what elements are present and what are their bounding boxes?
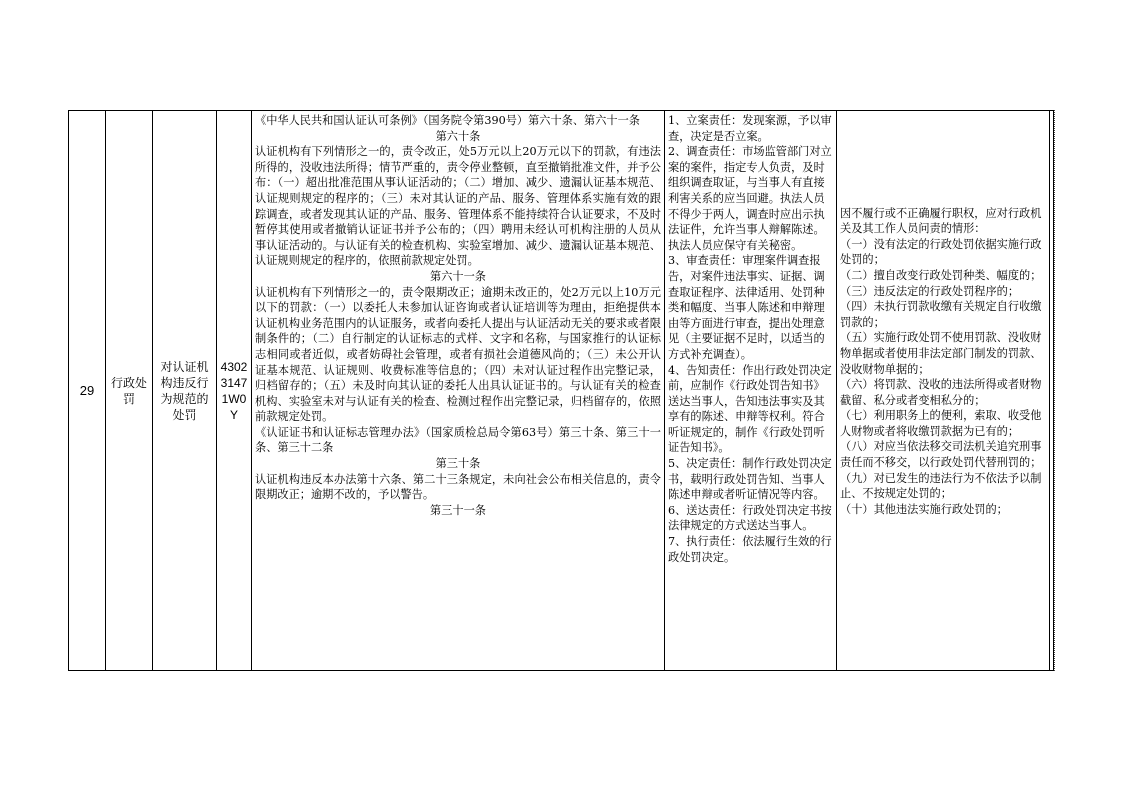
article-heading: 第三十一条 [430, 503, 486, 517]
accountability-item: （十）其他违法实施行政处罚的； [840, 502, 1008, 516]
accountability-item: （七）利用职务上的便利，索取、收受他人财物或者将收缴罚款据为已有的； [840, 409, 1042, 438]
responsibility-step: 2、调查责任：市场监管部门对立案的案件，指定专人负责，及时组织调查取证，与当事人有直接利害关系的应当回避。执法人员不得少于两人，调查时应出示执法证件，允许当事人辩解陈述。执法人员应保守有关秘密。 [668, 145, 832, 252]
basis-paragraph: 认证机构有下列情形之一的，责令限期改正；逾期未改正的，处2万元以上10万元以下的罚款：（一）以委托人未参加认证咨询或者认证培训等为理由，拒绝提供本认证机构业务范围内的认证服务，或者向委托人提出与认证活动无关的要求或者限制条件的；（二）自行制定的认证标志的式样、文字和名称，与国家推行的认证标志相同或者近似，或者妨碍社会管理，或者有损社会道德风尚的；（三）未公开认证基本规范、认证规则、收费标准等信息的；（四）未对认证过程作出完整记录，归档留存的；（五）未及时向其认证的委托人出具认证证书的。与认证有关的检查机构、实验室未对与认证有关的检查、检测过程作出完整记录，归档留存的，依照前款规定处罚。 [255, 285, 661, 424]
accountability-item: （四）未执行罚款收缴有关规定自行收缴罚款的； [840, 300, 1042, 329]
accountability-item: （五）实施行政处罚不使用罚款、没收财物单据或者使用非法定部门制发的罚款、没收财物单据的； [840, 331, 1042, 376]
accountability-item: （三）违反法定的行政处罚程序的； [840, 284, 1020, 298]
power-list-table [68, 110, 1054, 671]
article-heading: 第六十条 [435, 129, 481, 143]
page-edge-dotted-line [1054, 110, 1055, 671]
basis-paragraph: 认证机构违反本办法第十六条、第二十三条规定，未向社会公布相关信息的，责令限期改正；逾期不改的，予以警告。 [255, 472, 661, 502]
responsibility-step: 7、执行责任：依法履行生效的行政处罚决定。 [668, 535, 832, 564]
responsibility-step: 1、立案责任：发现案源，予以审查，决定是否立案。 [668, 114, 832, 143]
row-number-cell [69, 111, 106, 670]
accountability-item: （二）擅自改变行政处罚种类、幅度的； [840, 268, 1042, 282]
responsibility-step: 3、审查责任：审理案件调查报告，对案件违法事实、证据、调查取证程序、法律适用、处罚种类和幅度、当事人陈述和申辩理由等方面进行审查，提出处理意见（主要证据不足时，以适当的方式补充调查）。 [668, 254, 825, 361]
item-code-text: 43023147 1W0Y [220, 359, 248, 422]
responsibility-step: 4、告知责任：作出行政处罚决定前，应制作《行政处罚告知书》送达当事人，告知违法事实及其享有的陈述、申辩等权利。符合听证规定的，制作《行政处罚听证告知书》。 [668, 363, 832, 455]
item-name-text: 对认证机构违反行为规范的处罚 [160, 359, 209, 422]
category-text: 行政处罚 [110, 375, 147, 406]
category-cell [106, 111, 153, 670]
item-name-cell [153, 111, 217, 670]
article-heading: 第三十条 [435, 457, 481, 471]
row-number: 29 [79, 383, 95, 398]
basis-paragraph: 《认证证书和认证标志管理办法》（国家质检总局令第63号）第三十条、第三十一条、第三十二条 [255, 425, 661, 455]
article-heading: 第六十一条 [430, 269, 486, 283]
legal-basis-cell [252, 111, 665, 670]
responsibility-step: 6、送达责任：行政处罚决定书按法律规定的方式送达当事人。 [668, 503, 832, 533]
responsibility-step: 5、决定责任：制作行政处罚决定书，载明行政处罚告知、当事人陈述申辩或者听证情况等内容。 [668, 457, 832, 502]
basis-paragraph: 《中华人民共和国认证认可条例》（国务院令第390号）第六十条、第六十一条 [255, 114, 640, 127]
item-code-cell [217, 111, 252, 670]
accountability-list [840, 206, 1046, 518]
accountability-cell [837, 111, 1050, 670]
basis-paragraph: 认证机构有下列情形之一的，责令改正，处5万元以上20万元以下的罚款，有违法所得的，没收违法所得；情节严重的，责令停业整顿，直至撤销批准文件，并予公布：（一）超出批准范围从事认证活动的；（二）增加、减少、遗漏认证基本规范、认证规则规定的程序的；（三）未对其认证的产品、服务、管理体系实施有效的跟踪调查，或者发现其认证的产品、服务、管理体系不能持续符合认证要求，不及时暂停其使用或者撤销认证证书并予公布的；（四）聘用未经认可机构注册的人员从事认证活动的。与认证有关的检查机构、实验室增加、减少、遗漏认证基本规范、认证规则规定的程序的，依照前款规定处罚。 [255, 145, 661, 268]
responsibility-steps-cell [665, 111, 837, 670]
accountability-item: （六）将罚款、没收的违法所得或者财物截留、私分或者变相私分的； [840, 378, 1042, 407]
accountability-item: （一）没有法定的行政处罚依据实施行政处罚的； [840, 237, 1042, 267]
accountability-item: （九）对已发生的违法行为不依法予以制止、不按规定处罚的； [840, 471, 1042, 501]
accountability-item: 因不履行或不正确履行职权，应对行政机关及其工作人员问责的情形： [840, 206, 1042, 236]
accountability-item: （八）对应当依法移交司法机关追究刑事责任而不移交，以行政处罚代替刑罚的； [840, 440, 1042, 470]
